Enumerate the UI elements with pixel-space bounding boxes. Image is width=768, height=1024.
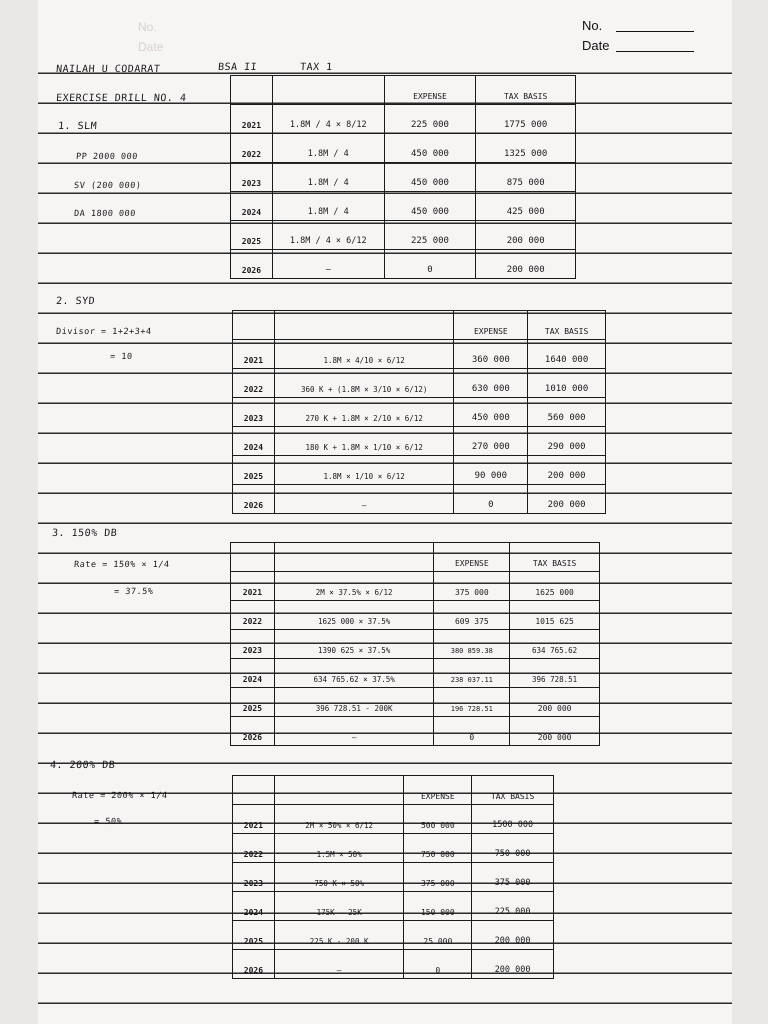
tax-basis-cell: 200 000: [510, 717, 600, 746]
section-1-note: SV (200 000): [73, 181, 142, 191]
no-line: [616, 31, 694, 32]
no-label: No.: [582, 18, 603, 33]
header-cell: EXPENSE: [404, 776, 472, 805]
expense-cell: 0: [384, 250, 476, 279]
expense-cell: 225 000: [384, 105, 476, 134]
ghost-date-label: Date: [138, 40, 164, 54]
table-header-row: [231, 76, 576, 105]
date-label: Date: [582, 38, 610, 53]
table-row: [231, 630, 600, 659]
year-cell: 2025: [233, 456, 275, 485]
year-cell: 2022: [231, 134, 273, 163]
header-cell: [231, 76, 273, 105]
tax-basis-cell: 1325 000: [476, 134, 576, 163]
year-cell: 2023: [233, 398, 275, 427]
tax-basis-cell: 1015 625: [510, 601, 600, 630]
formula-cell: 175K - 25K: [274, 892, 404, 921]
table-row: [231, 163, 576, 192]
year-cell: 2026: [233, 485, 275, 514]
tax-basis-cell: 200 000: [528, 456, 606, 485]
table-row: [231, 717, 600, 746]
expense-cell: 450 000: [384, 192, 476, 221]
year-cell: 2022: [231, 601, 275, 630]
header-cell: TAX BASIS: [528, 311, 606, 340]
year-cell: 2025: [231, 688, 275, 717]
table-header-row: [231, 543, 600, 572]
formula-cell: 1390 625 × 37.5%: [274, 630, 434, 659]
header-cell: [231, 543, 275, 572]
tax-basis-cell: 375 000: [472, 863, 554, 892]
table-row: [231, 192, 576, 221]
tax-basis-cell: 225 000: [472, 892, 554, 921]
formula-cell: —: [272, 250, 384, 279]
section-4-note: Rate = 200% × 1/4: [71, 791, 168, 801]
year-cell: 2026: [231, 717, 275, 746]
table-row: [233, 892, 554, 921]
year-cell: 2023: [233, 863, 275, 892]
formula-cell: 225 K - 200 K: [274, 921, 404, 950]
tax-basis-cell: 200 000: [472, 921, 554, 950]
formula-cell: 1.5M × 50%: [274, 834, 404, 863]
header-cell: TAX BASIS: [476, 76, 576, 105]
table-row: [231, 601, 600, 630]
year-cell: 2023: [231, 163, 273, 192]
formula-cell: 360 K + (1.8M × 3/10 × 6/12): [274, 369, 454, 398]
table-row: [231, 688, 600, 717]
expense-cell: 90 000: [454, 456, 528, 485]
expense-cell: 238 037.11: [434, 659, 510, 688]
expense-cell: 450 000: [454, 398, 528, 427]
table-row: [233, 427, 606, 456]
ghost-no-label: No.: [138, 20, 157, 34]
formula-cell: 2M × 50% × 6/12: [274, 805, 404, 834]
expense-cell: 450 000: [384, 134, 476, 163]
section-2-note: Divisor = 1+2+3+4: [55, 327, 152, 337]
table-row: [231, 250, 576, 279]
year-cell: 2022: [233, 834, 275, 863]
expense-cell: 225 000: [384, 221, 476, 250]
header-cell: [233, 776, 275, 805]
expense-cell: 609 375: [434, 601, 510, 630]
year-cell: 2024: [233, 892, 275, 921]
table-row: [233, 805, 554, 834]
tax-basis-cell: 200 000: [476, 221, 576, 250]
exercise-title: EXERCISE DRILL NO. 4: [55, 93, 187, 104]
table-row: [233, 485, 606, 514]
tax-basis-cell: 200 000: [472, 950, 554, 979]
table-row: [233, 863, 554, 892]
expense-cell: 0: [454, 485, 528, 514]
expense-cell: 750 000: [404, 834, 472, 863]
section-1-note: PP 2000 000: [75, 152, 139, 162]
section-2-table: [232, 310, 606, 514]
formula-cell: —: [274, 485, 454, 514]
header-cell: TAX BASIS: [472, 776, 554, 805]
year-cell: 2021: [233, 340, 275, 369]
tax-basis-cell: 1775 000: [476, 105, 576, 134]
student-name: NAILAH U CODARAT: [55, 64, 161, 75]
table-row: [231, 221, 576, 250]
year-cell: 2026: [233, 950, 275, 979]
year-cell: 2024: [231, 659, 275, 688]
notebook-page: [38, 0, 732, 1024]
header-cell: [274, 776, 404, 805]
header-cell: EXPENSE: [454, 311, 528, 340]
section-3-note: Rate = 150% × 1/4: [73, 560, 170, 570]
header-cell: EXPENSE: [434, 543, 510, 572]
table-row: [231, 134, 576, 163]
course-label: BSA II: [217, 62, 258, 73]
expense-cell: 375 000: [404, 863, 472, 892]
table-row: [233, 340, 606, 369]
header-cell: [233, 311, 275, 340]
formula-cell: 750 K × 50%: [274, 863, 404, 892]
table-row: [233, 921, 554, 950]
expense-cell: 500 000: [404, 805, 472, 834]
section-2-title: 2. SYD: [55, 296, 96, 307]
table-header-row: [233, 311, 606, 340]
tax-basis-cell: 290 000: [528, 427, 606, 456]
formula-cell: 1.8M / 4: [272, 134, 384, 163]
table-row: [233, 950, 554, 979]
expense-cell: 0: [434, 717, 510, 746]
header-cell: TAX BASIS: [510, 543, 600, 572]
table-row: [233, 456, 606, 485]
tax-basis-cell: 875 000: [476, 163, 576, 192]
year-cell: 2024: [233, 427, 275, 456]
section-1-table: [230, 75, 576, 279]
expense-cell: 630 000: [454, 369, 528, 398]
tax-basis-cell: 634 765.62: [510, 630, 600, 659]
tax-basis-cell: 396 728.51: [510, 659, 600, 688]
formula-cell: —: [274, 950, 404, 979]
table-row: [233, 369, 606, 398]
year-cell: 2022: [233, 369, 275, 398]
expense-cell: 150 000: [404, 892, 472, 921]
header-cell: EXPENSE: [384, 76, 476, 105]
header-cell: [274, 311, 454, 340]
formula-cell: 1.8M × 1/10 × 6/12: [274, 456, 454, 485]
table-row: [231, 659, 600, 688]
expense-cell: 360 000: [454, 340, 528, 369]
formula-cell: —: [274, 717, 434, 746]
formula-cell: 1.8M / 4: [272, 192, 384, 221]
section-4-note: = 50%: [93, 817, 123, 827]
year-cell: 2023: [231, 630, 275, 659]
tax-basis-cell: 200 000: [476, 250, 576, 279]
section-1-title: 1. SLM: [57, 121, 98, 132]
section-3-note: = 37.5%: [113, 587, 154, 597]
tax-basis-cell: 1640 000: [528, 340, 606, 369]
section-4-title: 4. 200% DB: [49, 760, 116, 771]
tax-basis-cell: 425 000: [476, 192, 576, 221]
table-row: [231, 105, 576, 134]
tax-basis-cell: 200 000: [528, 485, 606, 514]
section-2-note: = 10: [109, 352, 133, 362]
year-cell: 2021: [231, 105, 273, 134]
year-cell: 2025: [233, 921, 275, 950]
table-row: [231, 572, 600, 601]
expense-cell: 25 000: [404, 921, 472, 950]
formula-cell: 270 K + 1.8M × 2/10 × 6/12: [274, 398, 454, 427]
tax-basis-cell: 1625 000: [510, 572, 600, 601]
header-cell: [272, 76, 384, 105]
year-cell: 2021: [231, 572, 275, 601]
expense-cell: 270 000: [454, 427, 528, 456]
year-cell: 2026: [231, 250, 273, 279]
tax-basis-cell: 1010 000: [528, 369, 606, 398]
formula-cell: 1.8M × 4/10 × 6/12: [274, 340, 454, 369]
expense-cell: 196 728.51: [434, 688, 510, 717]
formula-cell: 1.8M / 4 × 6/12: [272, 221, 384, 250]
formula-cell: 634 765.62 × 37.5%: [274, 659, 434, 688]
formula-cell: 396 728.51 - 200K: [274, 688, 434, 717]
tax-basis-cell: 750 000: [472, 834, 554, 863]
formula-cell: 1.8M / 4 × 8/12: [272, 105, 384, 134]
table-header-row: [233, 776, 554, 805]
subject-label: TAX 1: [299, 62, 333, 73]
tax-basis-cell: 560 000: [528, 398, 606, 427]
expense-cell: 375 000: [434, 572, 510, 601]
table-row: [233, 834, 554, 863]
expense-cell: 0: [404, 950, 472, 979]
section-1-note: DA 1800 000: [73, 209, 137, 219]
formula-cell: 1.8M / 4: [272, 163, 384, 192]
section-3-title: 3. 150% DB: [51, 528, 118, 539]
expense-cell: 380 859.38: [434, 630, 510, 659]
table-row: [233, 398, 606, 427]
header-cell: [274, 543, 434, 572]
section-3-table: [230, 542, 600, 746]
formula-cell: 180 K + 1.8M × 1/10 × 6/12: [274, 427, 454, 456]
formula-cell: 1625 000 × 37.5%: [274, 601, 434, 630]
formula-cell: 2M × 37.5% × 6/12: [274, 572, 434, 601]
expense-cell: 450 000: [384, 163, 476, 192]
section-4-table: [232, 775, 554, 979]
tax-basis-cell: 200 000: [510, 688, 600, 717]
year-cell: 2025: [231, 221, 273, 250]
year-cell: 2021: [233, 805, 275, 834]
year-cell: 2024: [231, 192, 273, 221]
date-line: [616, 51, 694, 52]
tax-basis-cell: 1500 000: [472, 805, 554, 834]
